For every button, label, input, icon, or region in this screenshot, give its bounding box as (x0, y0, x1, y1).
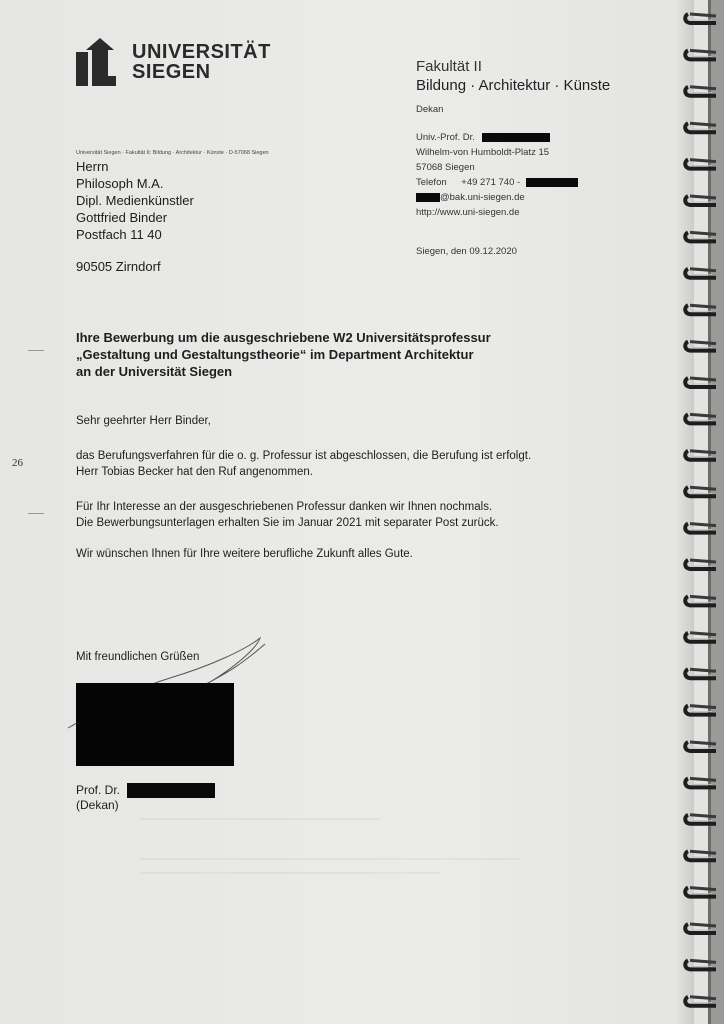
sender-return-line: Universität Siegen · Fakultät II: Bildung · Architektur · Künste · D-57068 Siegen (76, 150, 269, 156)
faculty-header (416, 58, 610, 94)
dekan-label: Dekan (416, 104, 444, 115)
recipient-line-3: Dipl. Medienkünstler (76, 193, 194, 208)
subject (76, 329, 491, 380)
recipient-line-4: Gottfried Binder (76, 210, 168, 225)
margin-page-number: 26 (12, 457, 23, 469)
redaction-signatory-name (127, 783, 215, 798)
paragraph-2 (76, 500, 499, 531)
contact-block (416, 130, 578, 220)
subject-line-1: Ihre Bewerbung um die ausgeschriebene W2 Universitätsprofessur (76, 330, 491, 345)
recipient-city: 90505 Zirndorf (76, 259, 161, 274)
spiral-binding (682, 0, 724, 1024)
contact-zip-city: 57068 Siegen (416, 162, 475, 173)
redaction-signature (76, 683, 234, 766)
paragraph-1 (76, 449, 531, 480)
signatory-title: Prof. Dr. (76, 783, 121, 797)
show-through-3 (140, 872, 440, 874)
redaction-phone (526, 178, 578, 187)
faculty-name: Fakultät II (416, 58, 482, 75)
contact-street: Wilhelm-von Humboldt-Platz 15 (416, 147, 550, 158)
contact-web: http://www.uni-siegen.de (416, 207, 520, 218)
phone-number: +49 271 740 - (461, 177, 521, 188)
phone-label: Telefon (416, 177, 447, 188)
contact-email-suffix: @bak.uni-siegen.de (440, 192, 525, 203)
faculty-subtitle: Bildung · Architektur · Künste (416, 77, 611, 94)
recipient-address (76, 158, 194, 243)
subject-line-3: an der Universität Siegen (76, 364, 233, 379)
recipient-line-1: Herrn (76, 159, 109, 174)
paragraph-2-line-1: Für Ihr Interesse an der ausgeschriebenen Professur danken wir Ihnen nochmals. (76, 501, 493, 513)
show-through-2 (140, 858, 520, 860)
subject-line-2: „Gestaltung und Gestaltungstheorie“ im Department Architektur (76, 347, 474, 362)
redaction-name (482, 133, 550, 142)
university-logo (76, 38, 271, 86)
closing: Mit freundlichen Grüßen (76, 651, 200, 663)
logo-line-1: UNIVERSITÄT (132, 41, 271, 63)
signatory-role: (Dekan) (76, 798, 119, 812)
contact-email-line (416, 190, 578, 205)
paragraph-1-line-2: Herr Tobias Becker hat den Ruf angenommen. (76, 465, 313, 478)
recipient-line-2: Philosoph M.A. (76, 176, 164, 191)
paragraph-1-line-1: das Berufungsverfahren für die o. g. Professur ist abgeschlossen, die Berufung ist erfolgt. (76, 450, 532, 462)
recipient-line-5: Postfach 11 40 (76, 227, 162, 242)
contact-title: Univ.-Prof. Dr. (416, 132, 475, 143)
paragraph-3: Wir wünschen Ihnen für Ihre weitere berufliche Zukunft alles Gute. (76, 548, 413, 560)
show-through-1 (140, 818, 380, 820)
fold-mark-top (28, 350, 44, 351)
redaction-email (416, 193, 440, 202)
salutation: Sehr geehrter Herr Binder, (76, 415, 211, 427)
university-logo-icon (76, 38, 124, 86)
paragraph-2-line-2: Die Bewerbungsunterlagen erhalten Sie im Januar 2021 mit separater Post zurück. (76, 516, 499, 529)
contact-phone-line (416, 175, 578, 190)
fold-mark-bottom (28, 513, 44, 514)
contact-title-line (416, 130, 578, 145)
logo-line-2: SIEGEN (132, 61, 211, 83)
letter-date: Siegen, den 09.12.2020 (416, 246, 517, 257)
signatory-name-line (76, 783, 215, 798)
